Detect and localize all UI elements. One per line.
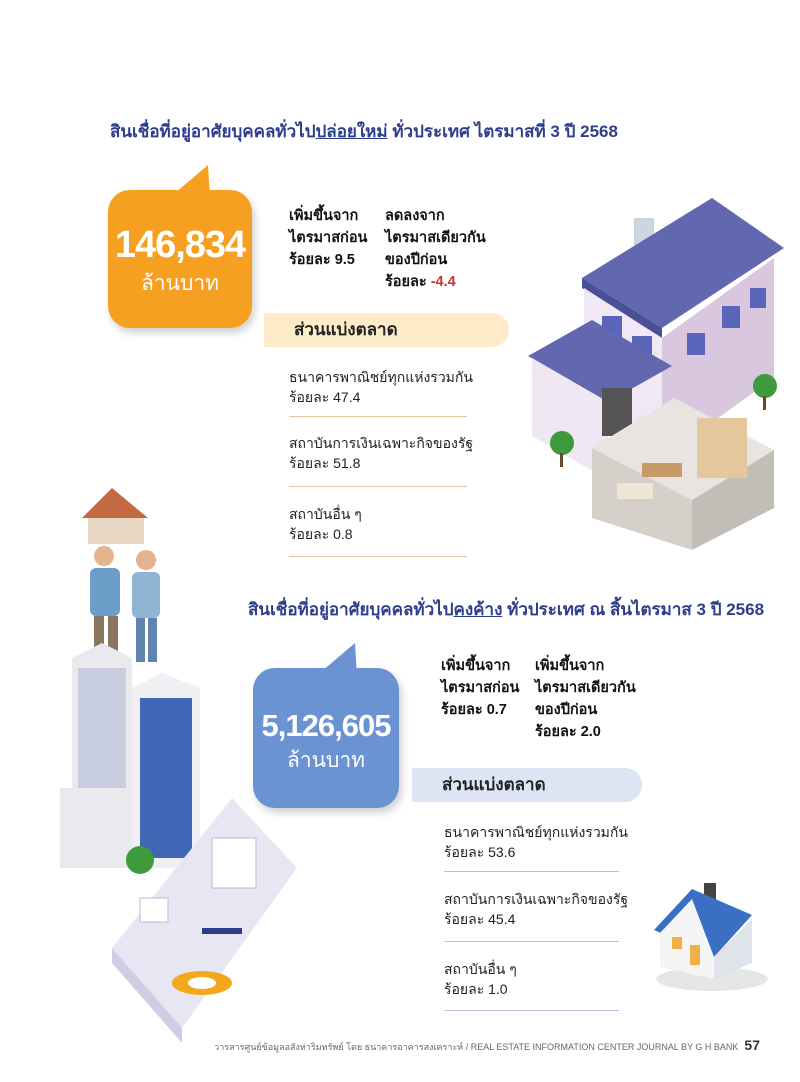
divider — [444, 1010, 619, 1011]
page-number: 57 — [744, 1037, 760, 1053]
section1-title: สินเชื่อที่อยู่อาศัยบุคคลทั่วไปปล่อยใหม่ ทั่วประเทศ ไตรมาสที่ 3 ปี 2568 — [110, 122, 618, 141]
divider — [444, 871, 619, 872]
divider — [289, 416, 467, 417]
market-share-heading-1: ส่วนแบ่งตลาด — [264, 313, 509, 347]
share-item-others-1: สถาบันอื่น ๆ ร้อยละ 0.8 — [289, 506, 362, 542]
divider — [289, 556, 467, 557]
outstanding-loans-unit: ล้านบาท — [287, 749, 365, 772]
page-footer: วารสารศูนย์ข้อมูลอสังหาริมทรัพย์ โดย ธนาคารอาคารสงเคราะห์ / REAL ESTATE INFORMATION CENTER JOURNAL BY G H BANK 57 — [214, 1037, 760, 1053]
share-item-sfi-2: สถาบันการเงินเฉพาะกิจของรัฐ ร้อยละ 45.4 — [444, 891, 629, 927]
share-item-sfi-1: สถาบันการเงินเฉพาะกิจของรัฐ ร้อยละ 51.8 — [289, 435, 474, 471]
negative-change-value: -4.4 — [430, 274, 456, 290]
share-item-others-2: สถาบันอื่น ๆ ร้อยละ 1.0 — [444, 961, 517, 997]
divider — [289, 486, 467, 487]
outstanding-loans-value: 5,126,605 — [261, 708, 391, 743]
new-loans-unit: ล้านบาท — [141, 272, 219, 295]
house-cutaway-illustration — [522, 188, 784, 550]
divider — [444, 941, 619, 942]
share-item-commercial-banks-2: ธนาคารพาณิชย์ทุกแห่งรวมกัน ร้อยละ 53.6 — [444, 824, 628, 860]
outstanding-qoq-stat: เพิ่มขึ้นจาก ไตรมาสก่อน ร้อยละ 0.7 — [441, 658, 520, 718]
small-house-illustration — [652, 875, 770, 995]
couple-city-illustration — [52, 488, 302, 1048]
new-loans-qoq-stat: เพิ่มขึ้นจาก ไตรมาสก่อน ร้อยละ 9.5 — [289, 208, 368, 268]
market-share-heading-2: ส่วนแบ่งตลาด — [412, 768, 642, 802]
outstanding-yoy-stat: เพิ่มขึ้นจาก ไตรมาสเดียวกัน ของปีก่อน ร้อยละ 2.0 — [535, 658, 636, 740]
section2-title: สินเชื่อที่อยู่อาศัยบุคคลทั่วไปคงค้าง ทั่วประเทศ ณ สิ้นไตรมาส 3 ปี 2568 — [248, 600, 765, 619]
new-loans-yoy-stat: ลดลงจาก ไตรมาสเดียวกัน ของปีก่อน ร้อยละ -4.4 — [385, 208, 486, 290]
new-loans-value-bubble — [108, 190, 252, 328]
new-loans-value: 146,834 — [114, 224, 246, 266]
share-item-commercial-banks-1: ธนาคารพาณิชย์ทุกแห่งรวมกัน ร้อยละ 47.4 — [289, 369, 473, 405]
